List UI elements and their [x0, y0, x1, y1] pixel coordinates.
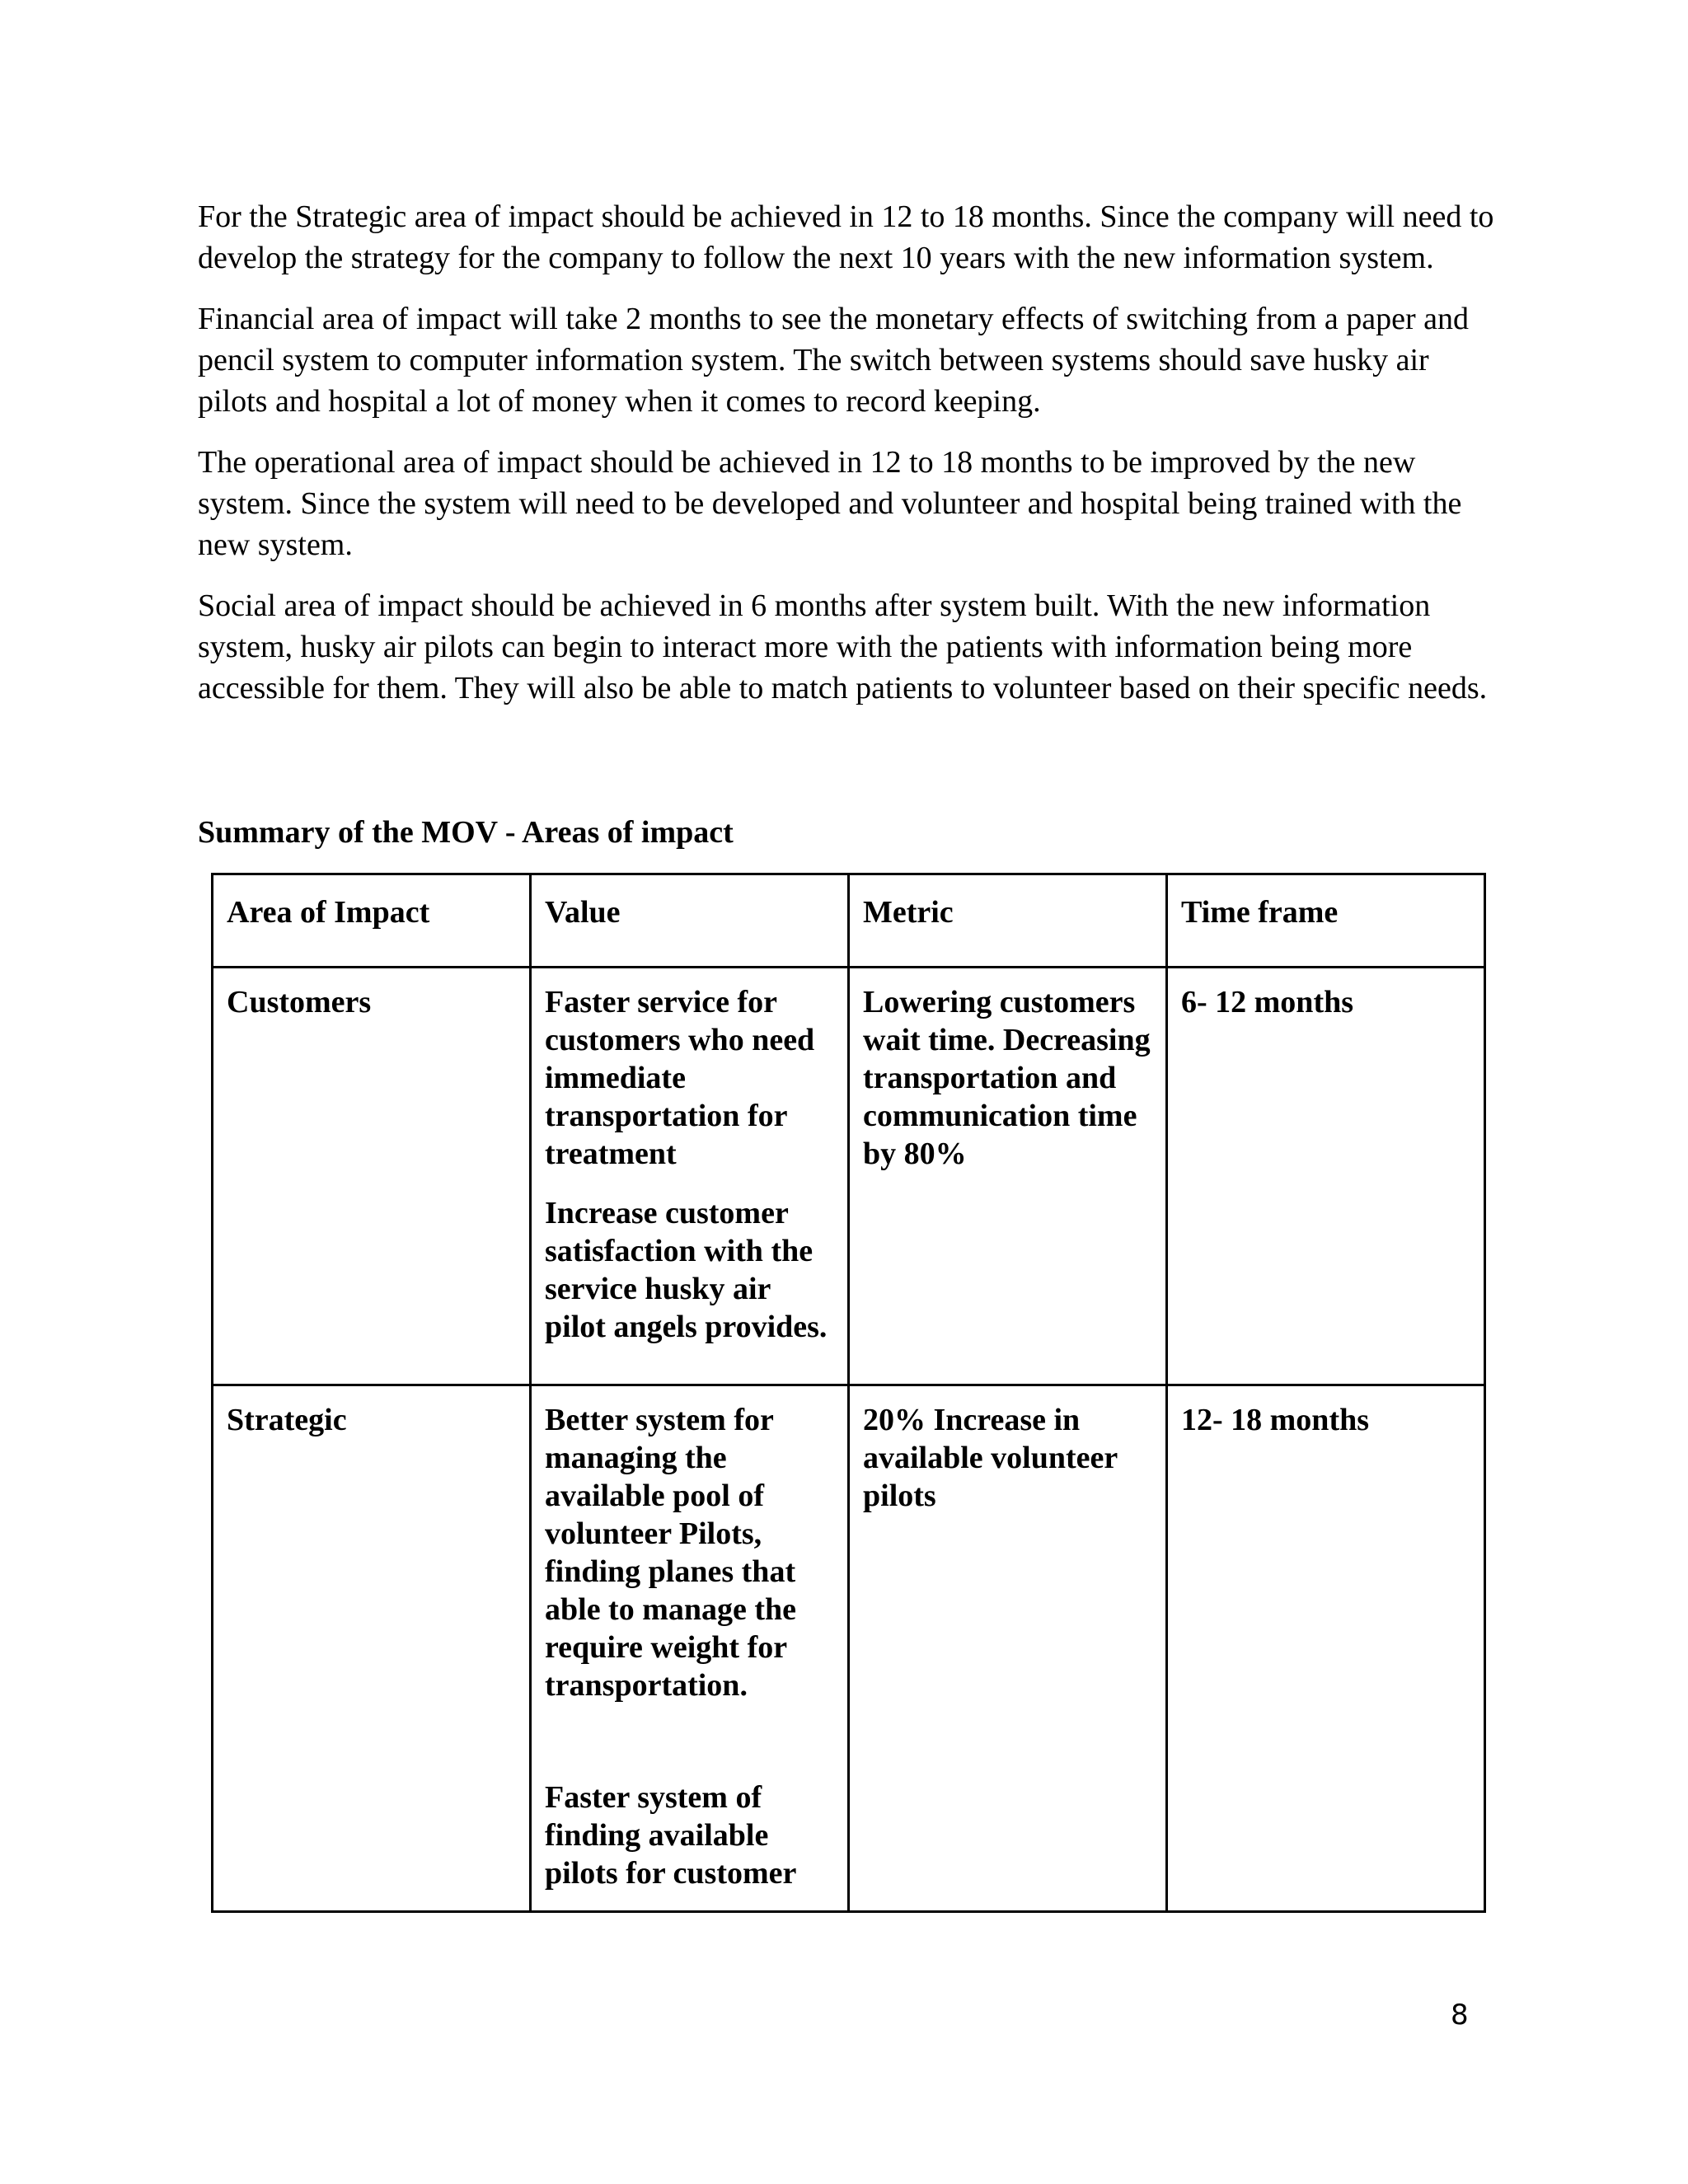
cell-metric: Lowering customers wait time. Decreasing transportation and communication time by 80%: [849, 968, 1167, 1385]
table-row: [213, 968, 1485, 1385]
summary-heading: Summary of the MOV - Areas of impact: [198, 815, 734, 850]
paragraph-operational: The operational area of impact should be achieved in 12 to 18 months to be improved by the new system. Since the system will need to be developed and volunteer and hospital being trained with the new system.: [198, 445, 1462, 562]
cell-value: [531, 968, 849, 1385]
cell-spacer: [545, 1173, 834, 1194]
value-text: Faster service for customers who need immediate transportation for treatment: [545, 985, 815, 1171]
header-area-of-impact: Area of Impact: [213, 874, 531, 968]
header-metric: Metric: [849, 874, 1167, 968]
cell-time-frame: 12- 18 months: [1167, 1385, 1485, 1912]
cell-area: Strategic: [213, 1385, 531, 1912]
table-header-row: [213, 874, 1485, 968]
cell-value: [531, 1385, 849, 1912]
cell-metric: 20% Increase in available volunteer pilots: [849, 1385, 1167, 1912]
cell-time-frame: 6- 12 months: [1167, 968, 1485, 1385]
value-text: Faster system of finding available pilots for customer: [545, 1780, 797, 1891]
paragraph-financial: Financial area of impact will take 2 months to see the monetary effects of switching from a paper and pencil system to computer information system. The switch between systems should save husky air pilots and hospital a lot of money when it comes to record keeping.: [198, 302, 1470, 419]
cell-spacer: [545, 1704, 834, 1779]
mov-summary-table: [211, 873, 1486, 1913]
value-text: Better system for managing the available pool of volunteer Pilots, finding planes that able to manage the require weight for transportation.: [545, 1403, 797, 1703]
paragraph-strategic: For the Strategic area of impact should be achieved in 12 to 18 months. Since the company will need to develop the strategy for the company to follow the next 10 years with the new information system.: [198, 199, 1494, 275]
table-row: [213, 1385, 1485, 1912]
header-time-frame: Time frame: [1167, 874, 1485, 968]
paragraph-social: Social area of impact should be achieved in 6 months after system built. With the new information system, husky air pilots can begin to interact more with the patients with information being more accessible for them. They will also be able to match patients to volunteer based on their specific needs.: [198, 588, 1488, 705]
body-text: [198, 196, 1500, 729]
header-value: Value: [531, 874, 849, 968]
cell-area: Customers: [213, 968, 531, 1385]
value-text: Increase customer satisfaction with the service husky air pilot angels provides.: [545, 1196, 828, 1344]
page-number: 8: [1451, 1999, 1469, 2032]
